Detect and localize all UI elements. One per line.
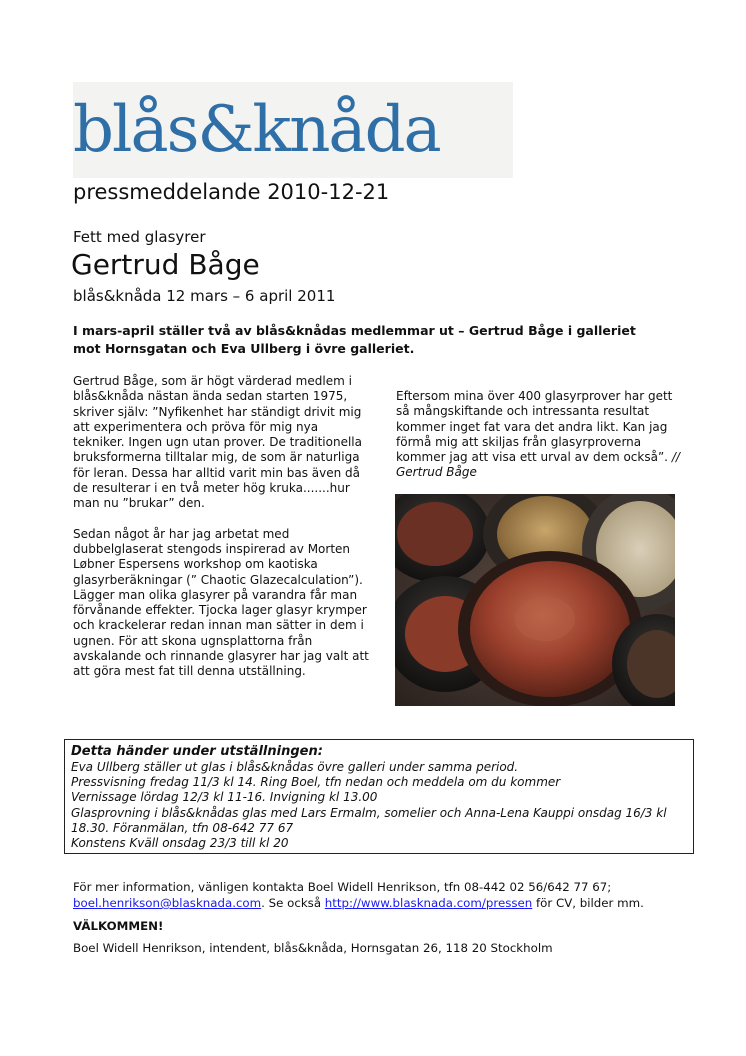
welcome-text: VÄLKOMMEN! xyxy=(73,919,164,933)
event-line-1: Eva Ullberg ställer ut glas i blås&knådas övre galleri under samma period. xyxy=(71,760,519,774)
body-paragraph-2: Sedan något år har jag arbetat med dubbelglaserat stengods inspirerad av Morten Løbner Espersens workshop om kaotiska glasyrberäkningar (” Chaotic Glazecalculation”). Lägger man olika glasyrer på varandra får man förvånande effekter. Tjocka lager glasyr krymper och krackelerar redan innan man sätter in dem i ugnen. För att skona ugnsplattorna från avskalande och rinnande glasyrer har jag valt att att göra mest fat till denna utställning. xyxy=(73,526,369,679)
logo: blås&knåda xyxy=(73,82,513,178)
exhibition-dates: blås&knåda 12 mars – 6 april 2011 xyxy=(73,287,336,305)
press-release-date: pressmeddelande 2010-12-21 xyxy=(73,180,390,204)
events-heading: Detta händer under utställningen: xyxy=(71,744,323,759)
event-line-3: Vernissage lördag 12/3 kl 11-16. Invigning kl 13.00 xyxy=(71,790,378,805)
body-paragraph-1: Gertrud Båge, som är högt värderad medlem i blås&knåda nästan ända sedan starten 1975, skriver själv: ”Nyfikenhet har ständigt drivit mig att experimentera och pröva för mig nya tekniker. Ingen ugn utan prover. De traditionella bruksformerna tilltalar mig, de som är naturliga för leran. Dessa har alltid varit min bas även då de resulterar i en två meter hög kruka.......hur man nu ”brukar” den. xyxy=(73,374,362,511)
subheading: Fett med glasyrer xyxy=(73,228,206,246)
event-line-2: Pressvisning fredag 11/3 kl 14. Ring Boel, tfn nedan och meddela om du kommer xyxy=(71,775,561,790)
lead-paragraph: I mars-april ställer två av blås&knådas medlemmar ut – Gertrud Båge i galleriet mot Hornsgatan och Eva Ullberg i övre galleriet. xyxy=(73,323,636,356)
contact-info xyxy=(73,879,713,911)
press-page-link[interactable]: http://www.blasknada.com/pressen xyxy=(324,896,533,910)
quote-signature: // Gertrud Båge xyxy=(396,450,680,480)
event-line-4: Glasprovning i blås&knådas glas med Lars Ermalm, somelier och Anna-Lena Kauppi onsdag 16/3 kl 18.30. Föranmälan, tfn 08-642 77 67 xyxy=(71,805,667,835)
page-title: Gertrud Båge xyxy=(71,248,260,281)
event-line-5: Konstens Kväll onsdag 23/3 till kl 20 xyxy=(71,836,289,851)
contact-text-end: för CV, bilder mm. xyxy=(532,896,644,910)
ceramic-plates-photo xyxy=(395,494,675,706)
right-column xyxy=(396,389,686,481)
body-paragraph-3: Eftersom mina över 400 glasyrprover har gett så mångskiftande och intressanta resultat kommer inget fat vara det andra likt. Kan jag förmå mig att skiljas från glasyrproverna kommer jag att visa ett urval av dem också”. xyxy=(396,389,673,465)
contact-text: För mer information, vänligen kontakta Boel Widell Henrikson, tfn 08-442 02 56/642 77 67; xyxy=(73,880,612,894)
contact-text-mid: . Se också xyxy=(261,896,325,910)
sender-signature: Boel Widell Henrikson, intendent, blås&knåda, Hornsgatan 26, 118 20 Stockholm xyxy=(73,941,553,955)
email-link[interactable]: boel.henrikson@blasknada.com xyxy=(73,896,262,910)
left-column xyxy=(73,374,371,695)
events-box xyxy=(64,739,694,854)
